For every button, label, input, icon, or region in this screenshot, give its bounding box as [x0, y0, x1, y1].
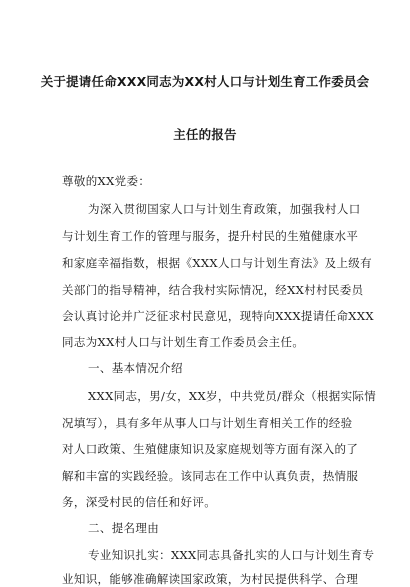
paragraph-line: 况填写），具有多年从事人口与计划生育相关工作的经验 [62, 416, 353, 430]
paragraph-line: 关部门的指导精神，结合我村实际情况，经XX村村民委员 [62, 283, 364, 297]
paragraph-line: 解和丰富的实践经验。该同志在工作中认真负责，热情服 [62, 469, 359, 483]
document-title-line-2: 主任的报告 [173, 127, 237, 142]
paragraph-line: 和家庭幸福指数，根据《XXX人口与计划生育法》及上级有 [62, 256, 373, 270]
document-title-line-1: 关于提请任命XXX同志为XX村人口与计划生育工作委员会 [40, 74, 370, 89]
paragraph-line: 对人口政策、生殖健康知识及家庭规划等方面有深入的了 [62, 442, 359, 456]
paragraph-line: 业知识，能够准确解读国家政策，为村民提供科学、合理 [62, 572, 359, 586]
paragraph-line: 务，深受村民的信任和好评。 [62, 495, 217, 509]
paragraph-line: 与计划生育工作的管理与服务，提升村民的生殖健康水平 [62, 229, 359, 243]
paragraph-line: 专业知识扎实：XXX同志具备扎实的人口与计划生育专 [88, 548, 375, 562]
section-heading-basic-info: 一、基本情况介绍 [88, 361, 183, 375]
paragraph-line: XXX同志，男/女，XX岁，中共党员/群众（根据实际情 [88, 389, 377, 403]
section-heading-nomination-reason: 二、提名理由 [88, 521, 160, 535]
paragraph-line: 会认真讨论并广泛征求村民意见，现特向XXX提请任命XXX [62, 309, 374, 323]
paragraph-line: 同志为XX村人口与计划生育工作委员会主任。 [62, 335, 305, 349]
paragraph-line: 为深入贯彻国家人口与计划生育政策，加强我村人口 [88, 202, 361, 216]
salutation: 尊敬的XX党委： [62, 174, 151, 188]
